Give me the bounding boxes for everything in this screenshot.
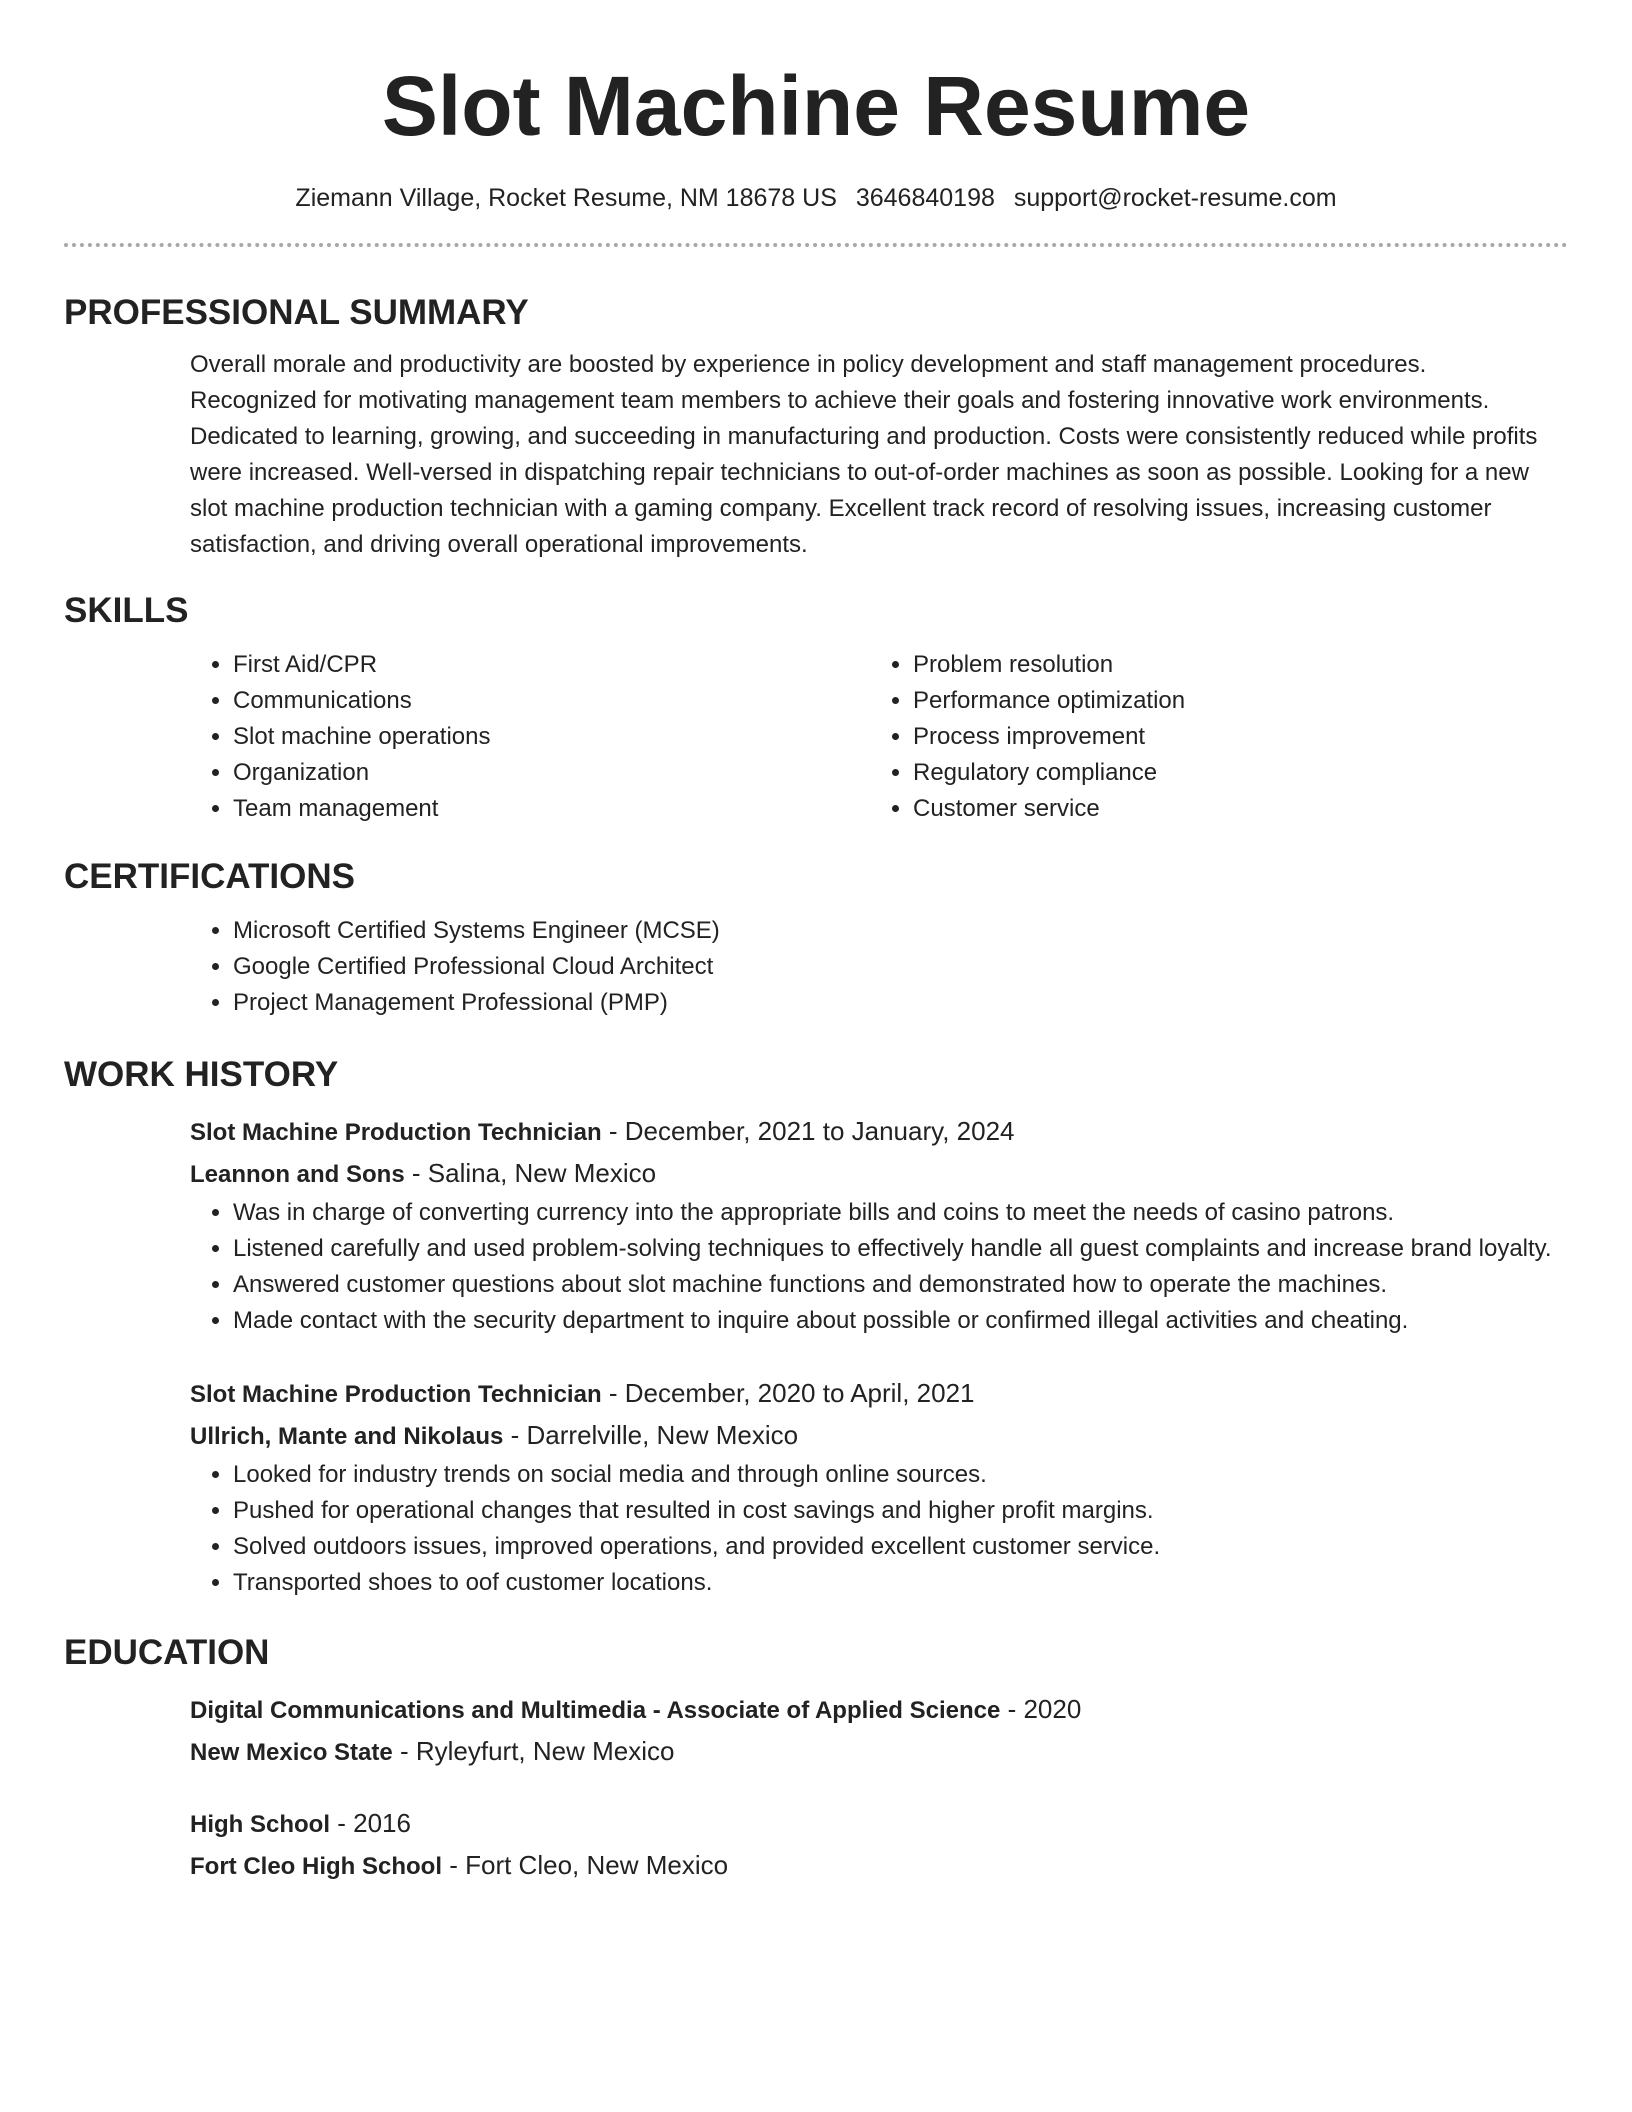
summary-text: Overall morale and productivity are boosted by experience in policy development and staff management procedures. Recognized for motivating management team members to achieve their goals and fostering innovative work environments. Dedicated to learning, growing, and succeeding in manufacturing and production. Costs were consistently reduced while profits were increased. Well-versed in dispatching repair technicians to out-of-order machines as soon as possible. Looking for a new slot machine production technician with a gaming company. Excellent track record of resolving issues, increasing customer satisfaction, and driving overall operational improvements. <box>190 351 1538 558</box>
skill-item: • Performance optimization <box>913 683 1550 719</box>
certifications-list-wrap <box>190 913 1568 1021</box>
contact-phone: 3646840198 <box>855 184 995 212</box>
job-bullet: • Was in charge of converting currency into the appropriate bills and coins to meet the needs of casino patrons. <box>233 1195 1568 1231</box>
certifications-heading: CERTIFICATIONS <box>64 857 356 896</box>
skills-heading: SKILLS <box>64 591 189 630</box>
education-school-line <box>190 1845 1568 1887</box>
work-history-heading: WORK HISTORY <box>64 1055 339 1094</box>
job-dates: - December, 2021 to January, 2024 <box>601 1116 1015 1146</box>
education-location: - Ryleyfurt, New Mexico <box>392 1736 675 1766</box>
job-bullet: • Solved outdoors issues, improved operations, and provided excellent customer service. <box>233 1529 1568 1565</box>
skill-item: • Slot machine operations <box>233 719 870 755</box>
job-entry <box>190 1373 1568 1601</box>
certification-item: • Google Certified Professional Cloud Architect <box>233 949 1568 985</box>
education-degree-line <box>190 1689 1568 1731</box>
education-year: - 2020 <box>1000 1694 1082 1724</box>
education-school: Fort Cleo High School <box>190 1853 442 1880</box>
job-bullet: • Looked for industry trends on social media and through online sources. <box>233 1457 1568 1493</box>
certification-item: • Microsoft Certified Systems Engineer (MCSE) <box>233 913 1568 949</box>
job-role: Slot Machine Production Technician <box>190 1381 602 1408</box>
skill-item: • Customer service <box>913 791 1550 827</box>
job-company: Ullrich, Mante and Nikolaus <box>190 1423 504 1450</box>
certifications-list <box>190 913 1568 1021</box>
job-company: Leannon and Sons <box>190 1161 405 1188</box>
education-school-line <box>190 1731 1568 1773</box>
summary-heading: PROFESSIONAL SUMMARY <box>64 293 529 332</box>
certification-item: • Project Management Professional (PMP) <box>233 985 1568 1021</box>
job-bullet: • Transported shoes to oof customer locations. <box>233 1565 1568 1601</box>
job-bullet: • Pushed for operational changes that resulted in cost savings and higher profit margins. <box>233 1493 1568 1529</box>
education-heading: EDUCATION <box>64 1633 270 1672</box>
job-bullets <box>190 1457 1568 1601</box>
skill-item: • First Aid/CPR <box>233 647 870 683</box>
skills-grid <box>190 647 1568 827</box>
education-entry <box>190 1689 1568 1773</box>
job-role: Slot Machine Production Technician <box>190 1119 602 1146</box>
skill-item: • Organization <box>233 755 870 791</box>
education-entry <box>190 1803 1568 1887</box>
job-entry <box>190 1111 1568 1339</box>
education-degree-line <box>190 1803 1568 1845</box>
job-title-line <box>190 1373 1568 1415</box>
contact-address: Ziemann Village, Rocket Resume, NM 18678 US <box>295 184 837 212</box>
contact-email: support@rocket-resume.com <box>1013 184 1337 212</box>
job-title-line <box>190 1111 1568 1153</box>
education-degree: High School <box>190 1811 330 1838</box>
job-bullets <box>190 1195 1568 1339</box>
contact-line <box>64 180 1568 216</box>
education-degree: Digital Communications and Multimedia - Associate of Applied Science <box>190 1697 1001 1724</box>
skill-item: • Regulatory compliance <box>913 755 1550 791</box>
skill-item: • Process improvement <box>913 719 1550 755</box>
job-bullet: • Listened carefully and used problem-solving techniques to effectively handle all guest complaints and increase brand loyalty. <box>233 1231 1568 1267</box>
skills-list-right <box>870 647 1550 827</box>
skill-item: • Communications <box>233 683 870 719</box>
education-school: New Mexico State <box>190 1739 393 1766</box>
job-company-line <box>190 1415 1568 1457</box>
job-location: - Darrelville, New Mexico <box>503 1420 799 1450</box>
skills-list-left <box>190 647 870 827</box>
job-location: - Salina, New Mexico <box>404 1158 657 1188</box>
education-year: - 2016 <box>330 1808 411 1838</box>
resume-name: Slot Machine Resume <box>381 59 1251 153</box>
skill-item: • Team management <box>233 791 870 827</box>
job-bullet: • Answered customer questions about slot machine functions and demonstrated how to operate the machines. <box>233 1267 1568 1303</box>
skill-item: • Problem resolution <box>913 647 1550 683</box>
job-bullet: • Made contact with the security department to inquire about possible or confirmed illegal activities and cheating. <box>233 1303 1568 1339</box>
job-company-line <box>190 1153 1568 1195</box>
header-divider <box>64 243 1568 247</box>
job-dates: - December, 2020 to April, 2021 <box>601 1378 975 1408</box>
education-location: - Fort Cleo, New Mexico <box>442 1850 729 1880</box>
